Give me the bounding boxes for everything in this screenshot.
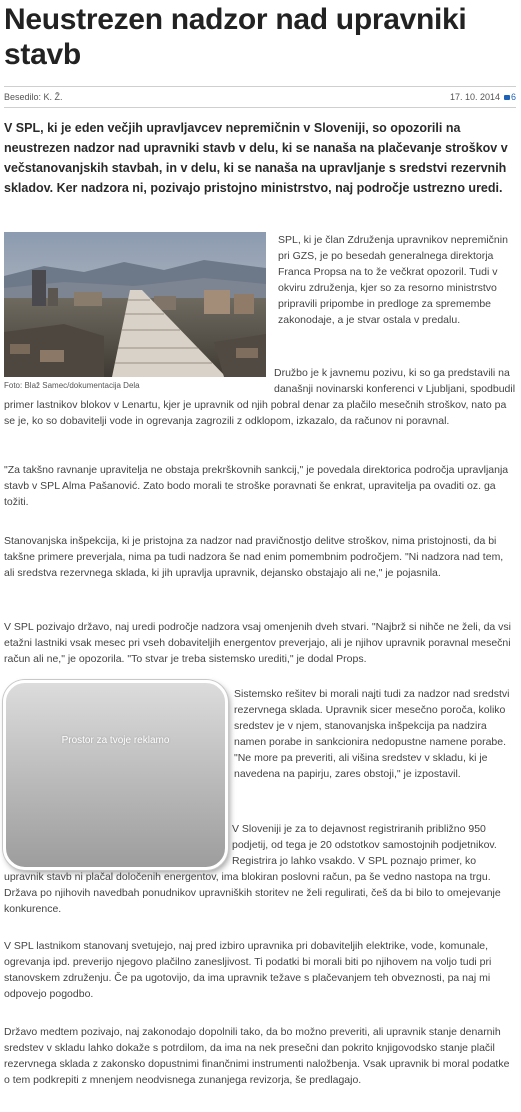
paragraph-8: V SPL lastnikom stanovanj svetujejo, naj pred izbiro upravnika pri dobaviteljih elektrike, vode, komunale, ogrevanja ipd. preverijo njegovo plačilno zanesljivost. Ti podatki bi morali biti po njihovem na voljo tudi pri stanovskem združenju. Če pa ugotovijo, da ima upravnik težave s plačevanjem teh obveznosti, pa naj mi odpovejo pogodbo.: [4, 940, 492, 1000]
comments-link[interactable]: [504, 87, 516, 107]
byline: [4, 86, 516, 108]
paragraph-4: Stanovanjska inšpekcija, ki je pristojna za nadzor nad pravičnostjo delitve stroškov, nima pristojnosti, da bi takšne primere preverjala, nima pa tudi nadzora še nad enim pomembnim področjem. "Ni nadzora nad tem, ali sredstva rezervnega sklada, ki jih upravlja upravnik, dejansko obstajajo ali ne," je pojasnila.: [4, 535, 504, 579]
author: Besedilo: K. Ž.: [4, 92, 63, 102]
paragraph-6: Sistemsko rešitev bi morali najti tudi za nadzor nad sredstvi rezervnega sklada. Upravnik sicer mesečno poroča, koliko sredstev je v njem, stanovanjska inšpekcija pa nadzira namen porabe in sankcionira nedopustne namene porabe. "Ne more pa preveriti, ali višina sredstev v skladu, ki je navedena na papirju, zares obstoji," je izpostavil.: [234, 688, 510, 780]
ad-text: Prostor za tvoje reklamo: [61, 735, 170, 746]
city-skyline-photo: [4, 232, 266, 377]
paragraph-9: Državo medtem pozivajo, naj zakonodajo dopolnili tako, da bo možno preveriti, ali upravnik stanje denarnih sredstev v skladu lahko dokaže s potrdilom, da ima na nek presečni dan pokrito knjigovodsko stanje plačil rezervnega sklada z zakonsko dopustnimi finančnimi instrumenti naložbenja. Vsak upravnik bi moral podatke o tem podkrepiti z mnenjem neodvisnega zunanjega revizorja, še predlagajo.: [4, 1026, 510, 1086]
paragraph-1: SPL, ki je član Združenja upravnikov nepremičnin pri GZS, je po besedah generalnega direktorja Franca Propsa na to že večkrat opozoril. Tudi v okviru združenja, kjer so za resorno ministrstvo pripravili pripombe in predloge za spremembe zakonodaje, a je stvar ostala v predalu.: [278, 234, 508, 326]
photo-caption: Foto: Blaž Samec/dokumentacija Dela: [4, 381, 140, 390]
ad-placeholder[interactable]: [3, 680, 228, 870]
article-lead: V SPL, ki je eden večjih upravljavcev nepremičnin v Sloveniji, so opozorili na neustrezen nadzor nad upravniki stavb v delu, ki se nanaša na plačevanje stroškov v večstanovanjskih stavbah, in v delu, ki se nanaša na upravljanje s sredstvi rezervnih skladov. Ker nadzora ni, pozivajo pristojno ministrstvo, naj področje ustrezno uredi.: [4, 121, 508, 195]
comment-count: 6: [510, 92, 516, 102]
article-title: Neustrezen nadzor nad upravniki stavb: [4, 3, 467, 71]
paragraph-7: V Sloveniji je za to dejavnost registriranih približno 950 podjetij, od tega je 20 odstotkov samostojnih podjetnikov. Registrira jo lahko vsakdo. V SPL poznajo primer, ko upravnik stavb ni plačal določenih energentov, ima blokiran poslovni račun, pa še vedno nastopa na trgu. Država po njihovih navedbah ponudnikov upravniških storitev ne želi regulirati, češ da bi bilo to omejevanje konkurence.: [4, 823, 501, 915]
paragraph-3: "Za takšno ravnanje upravitelja ne obstaja prekrškovnih sankcij," je povedala direktorica področja upravljanja stavb v SPL Alma Pašanović. Zato bodo morali te stroške poravnati še enkrat, upravitelja pa ovaditi oz. ga tožiti.: [4, 464, 509, 508]
article-photo[interactable]: [4, 232, 266, 377]
publish-date: 17. 10. 2014: [449, 92, 500, 102]
paragraph-2-text: Družbo je k javnemu pozivu, ki so ga predstavili na današnji novinarski konferenci v Ljubljani, spodbudil primer lastnikov blokov v Lenartu, kjer je upravnik od njih pobral denar za plačilo mesečnih stroškov, nato pa se je, ko so dobavitelji vode in ogrevanja zagrozili z odklopom, izkazalo, da računov ni poravnal.: [4, 367, 516, 427]
paragraph-5: V SPL pozivajo državo, naj uredi področje nadzora vsaj omenjenih dveh stvari. "Najbrž si nihče ne želi, da vsi etažni lastniki vsak mesec pri vseh dobaviteljih energentov preverjajo, ali je njihov upravnik poravnal mesečni račun ali ne," je opozorila. "To stvar je treba sistemsko urediti," je dodal Props.: [4, 621, 512, 665]
comment-icon: [504, 95, 510, 100]
paragraph-2-wrap: [4, 365, 516, 429]
